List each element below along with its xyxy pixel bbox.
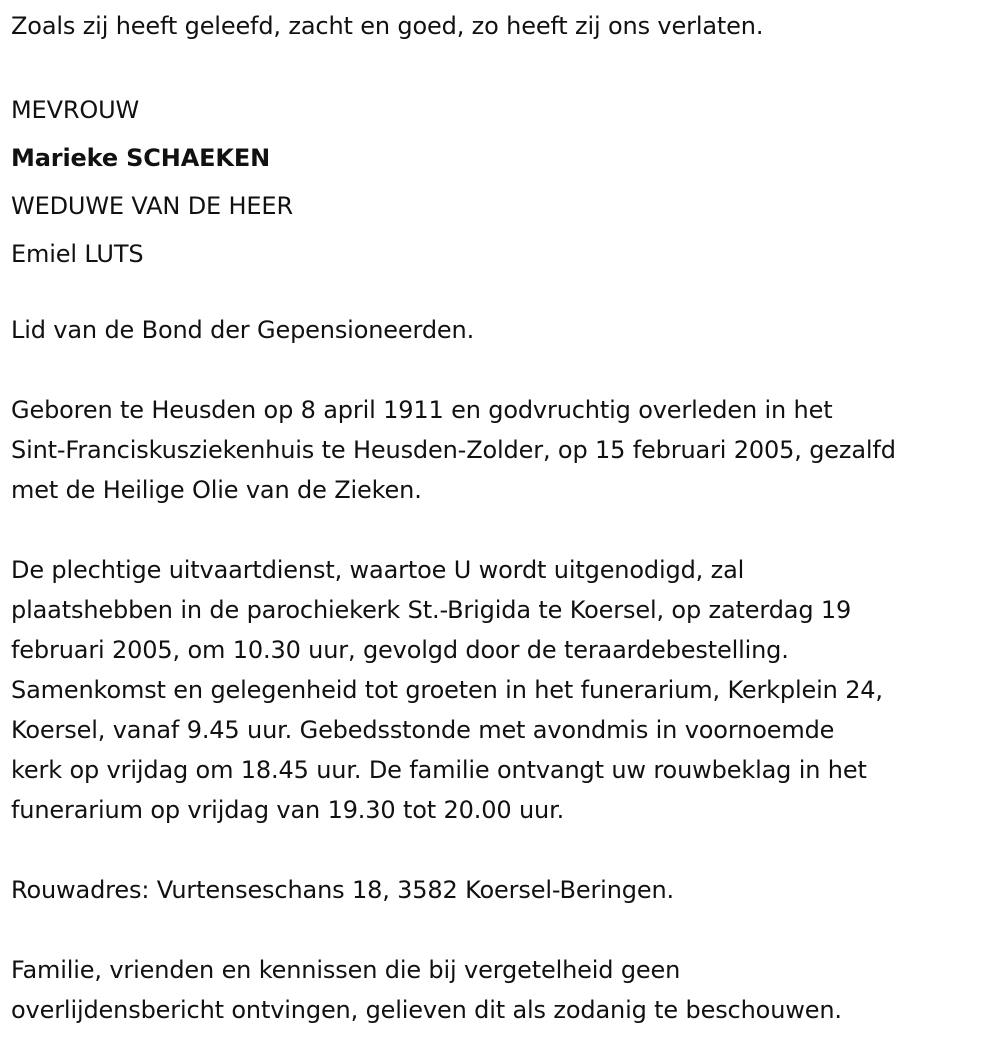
paragraph-line: Koersel, vanaf 9.45 uur. Gebedsstonde met avondmis in voornoemde (11, 716, 835, 744)
paragraph-line: overlijdensbericht ontvingen, gelieven dit als zodanig te beschouwen. (11, 996, 842, 1024)
paragraph-line: Familie, vrienden en kennissen die bij vergetelheid geen (11, 956, 681, 984)
spacer (11, 830, 988, 870)
spouse-name: Emiel LUTS (11, 240, 144, 268)
paragraph-line: funerarium op vrijdag van 19.30 tot 20.00 uur. (11, 796, 565, 824)
paragraph-line: Sint-Franciskusziekenhuis te Heusden-Zolder, op 15 februari 2005, gezalfd (11, 436, 896, 464)
birth-death-paragraph (11, 390, 988, 510)
funeral-paragraph (11, 550, 988, 830)
name-block (11, 86, 988, 278)
relation-text: WEDUWE VAN DE HEER (11, 192, 293, 220)
spacer (11, 350, 988, 390)
paragraph-line: februari 2005, om 10.30 uur, gevolgd door de teraardebestelling. (11, 636, 789, 664)
closing-paragraph (11, 950, 988, 1030)
membership-text: Lid van de Bond der Gepensioneerden. (11, 316, 475, 344)
spacer (11, 910, 988, 950)
paragraph-line: plaatshebben in de parochiekerk St.-Brigida te Koersel, op zaterdag 19 (11, 596, 852, 624)
mourning-address: Rouwadres: Vurtenseschans 18, 3582 Koersel-Beringen. (11, 876, 674, 904)
spacer (11, 46, 988, 86)
paragraph-line: Geboren te Heusden op 8 april 1911 en godvruchtig overleden in het (11, 396, 833, 424)
spacer (11, 510, 988, 550)
spacer (11, 278, 988, 310)
honorific-title: MEVROUW (11, 96, 140, 124)
paragraph-line: Samenkomst en gelegenheid tot groeten in het funerarium, Kerkplein 24, (11, 676, 883, 704)
motto-text: Zoals zij heeft geleefd, zacht en goed, zo heeft zij ons verlaten. (11, 12, 764, 40)
paragraph-line: kerk op vrijdag om 18.45 uur. De familie ontvangt uw rouwbeklag in het (11, 756, 867, 784)
deceased-name: Marieke SCHAEKEN (11, 144, 270, 172)
paragraph-line: met de Heilige Olie van de Zieken. (11, 476, 422, 504)
paragraph-line: De plechtige uitvaartdienst, waartoe U wordt uitgenodigd, zal (11, 556, 745, 584)
